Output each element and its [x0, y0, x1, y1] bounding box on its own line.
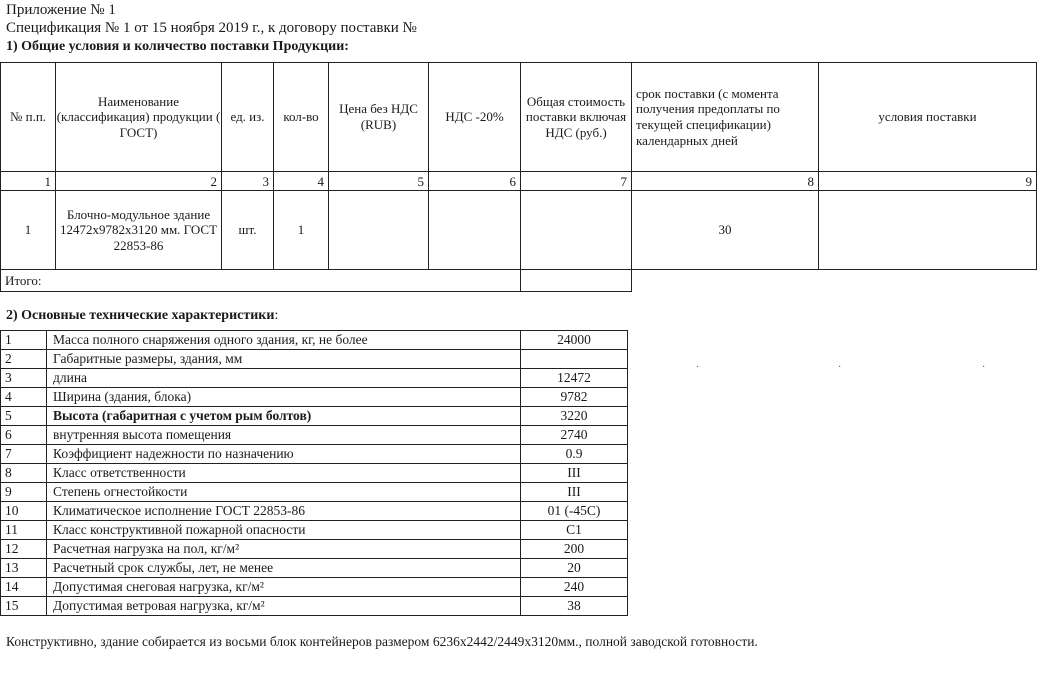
- table-row: [1, 388, 628, 407]
- row-number: 3: [1, 369, 47, 388]
- row-number: 14: [1, 578, 47, 597]
- table-row: [1, 597, 628, 616]
- header-cell: Цена без НДС (RUB): [329, 63, 429, 172]
- characteristic-name: Климатическое исполнение ГОСТ 22853-86: [47, 502, 521, 521]
- product-name: Блочно-модульное здание 12472х9782х3120 мм. ГОСТ 22853-86: [56, 191, 222, 270]
- characteristic-name: Расчетная нагрузка на пол, кг/м²: [47, 540, 521, 559]
- characteristic-value: [521, 350, 628, 369]
- tech-characteristics-table: [0, 330, 628, 616]
- characteristic-value: 20: [521, 559, 628, 578]
- row-number: 1: [1, 331, 47, 350]
- characteristic-name: Класс конструктивной пожарной опасности: [47, 521, 521, 540]
- row-number: 15: [1, 597, 47, 616]
- table-row: [1, 464, 628, 483]
- characteristic-value: 01 (-45С): [521, 502, 628, 521]
- scan-speck: ·: [982, 362, 986, 373]
- characteristic-value: 24000: [521, 331, 628, 350]
- column-number: 5: [329, 172, 429, 191]
- row-number: 1: [1, 191, 56, 270]
- product-quantity: 1: [274, 191, 329, 270]
- footer-note: Конструктивно, здание собирается из восьми блок контейнеров размером 6236х2442/2449х3120мм., полной заводской готовности.: [6, 634, 758, 649]
- price-cell: [329, 191, 429, 270]
- header-cell: № п.п.: [1, 63, 56, 172]
- delivery-term: 30: [632, 191, 819, 270]
- scan-speck: ·: [838, 362, 842, 373]
- header-cell: кол-во: [274, 63, 329, 172]
- header-cell: срок поставки (с момента получения предоплаты по текущей спецификации) календарных дней: [632, 63, 819, 172]
- characteristic-value: III: [521, 464, 628, 483]
- spec-table: [0, 62, 1037, 292]
- table-row: [1, 502, 628, 521]
- characteristic-value: 240: [521, 578, 628, 597]
- table-row: [1, 331, 628, 350]
- row-number: 13: [1, 559, 47, 578]
- characteristic-name: длина: [47, 369, 521, 388]
- table-row: [1, 350, 628, 369]
- characteristic-name: Расчетный срок службы, лет, не менее: [47, 559, 521, 578]
- characteristic-value: 12472: [521, 369, 628, 388]
- row-number: 8: [1, 464, 47, 483]
- characteristic-name: Габаритные размеры, здания, мм: [47, 350, 521, 369]
- characteristic-value: 0.9: [521, 445, 628, 464]
- characteristic-name: Допустимая снеговая нагрузка, кг/м²: [47, 578, 521, 597]
- characteristic-value: 38: [521, 597, 628, 616]
- header-cell: Наименование (классификация) продукции ( ГОСТ): [56, 63, 222, 172]
- appendix-title: Приложение № 1: [6, 2, 116, 18]
- table-row: [1, 369, 628, 388]
- characteristic-value: III: [521, 483, 628, 502]
- row-number: 4: [1, 388, 47, 407]
- characteristic-name: Класс ответственности: [47, 464, 521, 483]
- total-cost-cell: [521, 191, 632, 270]
- row-number: 6: [1, 426, 47, 445]
- row-number: 9: [1, 483, 47, 502]
- table-row: [1, 191, 1037, 270]
- characteristic-name: Ширина (здания, блока): [47, 388, 521, 407]
- row-number: 7: [1, 445, 47, 464]
- row-number: 10: [1, 502, 47, 521]
- characteristic-name: Степень огнестойкости: [47, 483, 521, 502]
- spec-header-row: [1, 63, 1037, 172]
- characteristic-name: Коэффициент надежности по назначению: [47, 445, 521, 464]
- characteristic-value: 200: [521, 540, 628, 559]
- product-unit: шт.: [222, 191, 274, 270]
- table-row: [1, 426, 628, 445]
- table-row: [1, 521, 628, 540]
- row-number: 5: [1, 407, 47, 426]
- characteristic-name: внутренняя высота помещения: [47, 426, 521, 445]
- header-cell: Общая стоимость поставки включая НДС (руб.): [521, 63, 632, 172]
- characteristic-name: Масса полного снаряжения одного здания, кг, не более: [47, 331, 521, 350]
- header-cell: ед. из.: [222, 63, 274, 172]
- section-2-heading: 2) Основные технические характеристики:: [6, 308, 279, 323]
- total-row: [1, 270, 1037, 292]
- table-row: [1, 559, 628, 578]
- row-number: 12: [1, 540, 47, 559]
- table-row: [1, 483, 628, 502]
- table-row: [1, 540, 628, 559]
- characteristic-name: Допустимая ветровая нагрузка, кг/м²: [47, 597, 521, 616]
- row-number: 11: [1, 521, 47, 540]
- header-cell: НДС -20%: [429, 63, 521, 172]
- total-label: Итого:: [1, 270, 521, 292]
- column-number: 7: [521, 172, 632, 191]
- total-value: [521, 270, 632, 292]
- column-number: 2: [56, 172, 222, 191]
- specification-title: Спецификация № 1 от 15 ноября 2019 г., к договору поставки №: [6, 20, 417, 36]
- column-number: 9: [819, 172, 1037, 191]
- spec-number-row: [1, 172, 1037, 191]
- table-row: [1, 445, 628, 464]
- characteristic-name: Высота (габаритная с учетом рым болтов): [47, 407, 521, 426]
- characteristic-value: 3220: [521, 407, 628, 426]
- column-number: 3: [222, 172, 274, 191]
- vat-cell: [429, 191, 521, 270]
- scan-speck: ·: [696, 362, 700, 373]
- row-number: 2: [1, 350, 47, 369]
- column-number: 1: [1, 172, 56, 191]
- column-number: 4: [274, 172, 329, 191]
- characteristic-value: 9782: [521, 388, 628, 407]
- table-row: [1, 407, 628, 426]
- table-row: [1, 578, 628, 597]
- characteristic-value: С1: [521, 521, 628, 540]
- section-1-heading: 1) Общие условия и количество поставки Продукции:: [6, 39, 349, 54]
- column-number: 8: [632, 172, 819, 191]
- column-number: 6: [429, 172, 521, 191]
- header-cell: условия поставки: [819, 63, 1037, 172]
- delivery-conditions: [819, 191, 1037, 270]
- characteristic-value: 2740: [521, 426, 628, 445]
